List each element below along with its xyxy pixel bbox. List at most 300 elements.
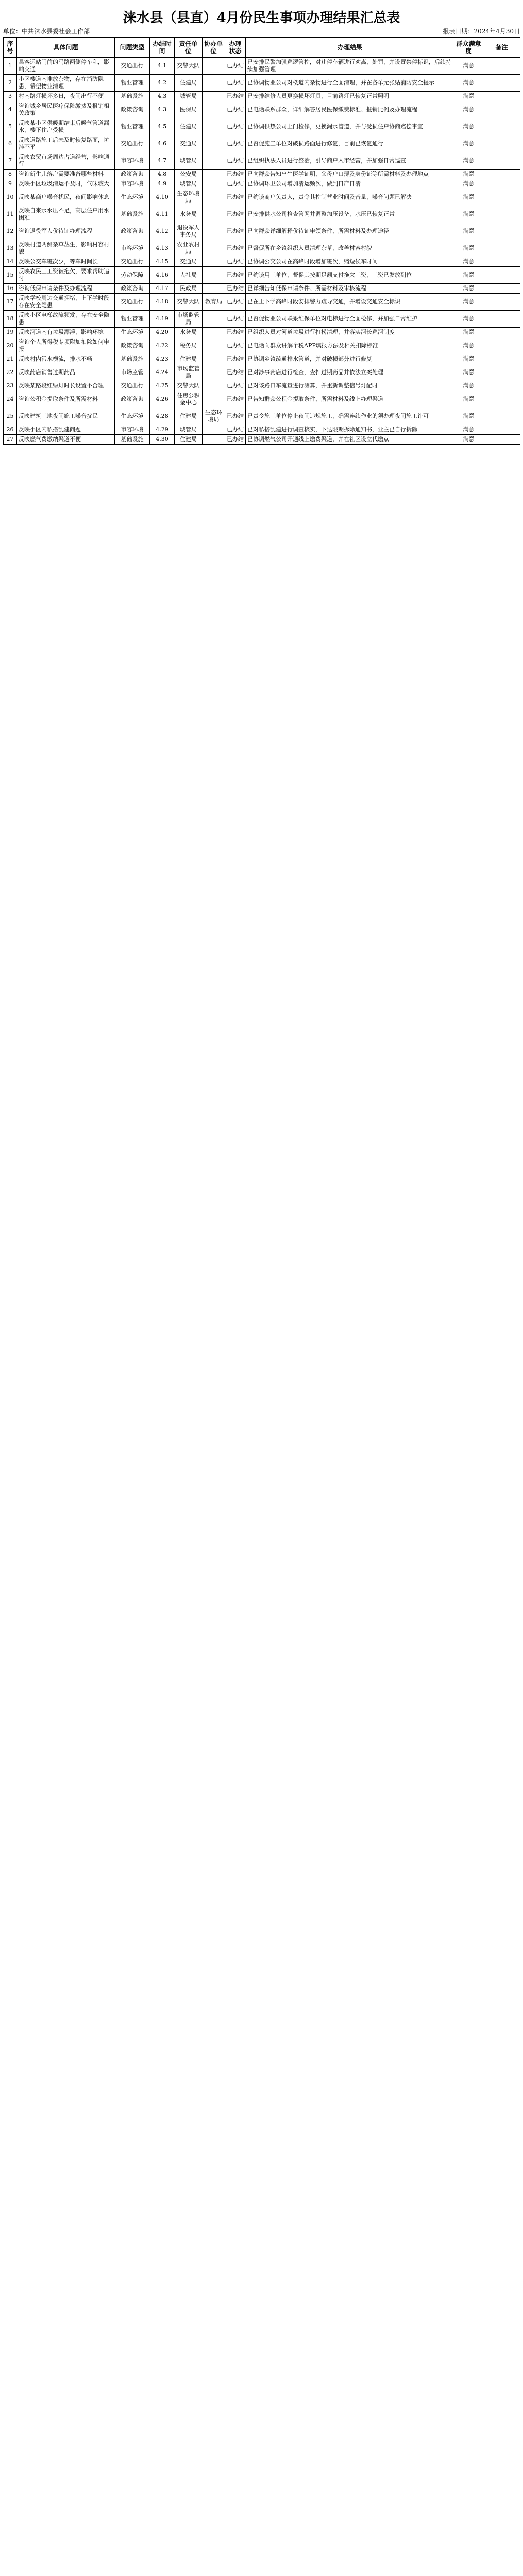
cell-status: 已办结 — [225, 391, 246, 408]
cell-no: 23 — [4, 381, 17, 391]
cell-note — [483, 294, 520, 311]
cell-result: 已协调乡镇疏通排水管道，并对破损部分进行修复 — [246, 354, 454, 364]
cell-status: 已办结 — [225, 152, 246, 170]
cell-no: 27 — [4, 435, 17, 445]
cell-result: 已督促物业公司联系维保单位对电梯进行全面检修，并加强日常维护 — [246, 311, 454, 328]
cell-satisfaction: 满意 — [454, 223, 483, 240]
cell-status: 已办结 — [225, 328, 246, 337]
cell-content: 反映建筑工地夜间施工噪音扰民 — [17, 408, 115, 425]
cell-type: 生态环境 — [115, 189, 150, 206]
cell-type: 市场监管 — [115, 364, 150, 381]
cell-handler: 人社局 — [175, 267, 203, 284]
table-row — [4, 435, 520, 445]
cell-no: 14 — [4, 257, 17, 267]
cell-note — [483, 118, 520, 135]
cell-result: 已电话联系群众，详细解答居民医保缴费标准、报销比例及办理流程 — [246, 101, 454, 118]
cell-date: 4.29 — [150, 425, 175, 435]
table-row — [4, 240, 520, 257]
cell-assist — [203, 92, 225, 101]
cell-no: 17 — [4, 294, 17, 311]
cell-content: 反映自来水水压不足，高层住户用水困难 — [17, 206, 115, 223]
cell-date: 4.22 — [150, 337, 175, 354]
cell-no: 4 — [4, 101, 17, 118]
header-note: 备注 — [483, 38, 520, 58]
cell-content: 小区楼道内堆放杂物，存在消防隐患，希望物业清理 — [17, 75, 115, 92]
cell-content: 反映农贸市场周边占道经营，影响通行 — [17, 152, 115, 170]
table-row — [4, 75, 520, 92]
cell-satisfaction: 满意 — [454, 381, 483, 391]
header-date: 办结时间 — [150, 38, 175, 58]
cell-status: 已办结 — [225, 58, 246, 75]
report-subheader — [0, 25, 523, 37]
cell-result: 已在上下学高峰时段安排警力疏导交通，并增设交通安全标识 — [246, 294, 454, 311]
cell-handler: 城管局 — [175, 92, 203, 101]
cell-no: 10 — [4, 189, 17, 206]
cell-satisfaction: 满意 — [454, 354, 483, 364]
table-row — [4, 101, 520, 118]
cell-no: 2 — [4, 75, 17, 92]
header-type: 问题类型 — [115, 38, 150, 58]
cell-content: 反映小区垃圾清运不及时，气味较大 — [17, 179, 115, 189]
cell-note — [483, 435, 520, 445]
cell-no: 20 — [4, 337, 17, 354]
cell-date: 4.5 — [150, 118, 175, 135]
cell-note — [483, 257, 520, 267]
cell-type: 政策咨询 — [115, 391, 150, 408]
cell-satisfaction: 满意 — [454, 328, 483, 337]
cell-assist — [203, 381, 225, 391]
cell-handler: 交通局 — [175, 257, 203, 267]
cell-result: 已协调燃气公司开通线上缴费渠道，并在社区设立代缴点 — [246, 435, 454, 445]
cell-handler: 水务局 — [175, 328, 203, 337]
table-header-row — [4, 38, 520, 58]
cell-assist — [203, 364, 225, 381]
cell-handler: 交警大队 — [175, 58, 203, 75]
cell-satisfaction: 满意 — [454, 240, 483, 257]
cell-status: 已办结 — [225, 284, 246, 294]
cell-no: 19 — [4, 328, 17, 337]
header-status: 办理状态 — [225, 38, 246, 58]
cell-status: 已办结 — [225, 223, 246, 240]
cell-content: 反映学校周边交通拥堵，上下学时段存在安全隐患 — [17, 294, 115, 311]
cell-status: 已办结 — [225, 240, 246, 257]
cell-no: 11 — [4, 206, 17, 223]
cell-result: 已电话向群众讲解个税APP填报方法及相关扣除标准 — [246, 337, 454, 354]
cell-handler: 医保局 — [175, 101, 203, 118]
cell-no: 12 — [4, 223, 17, 240]
cell-assist — [203, 58, 225, 75]
cell-satisfaction: 满意 — [454, 152, 483, 170]
cell-content: 反映小区电梯故障频发，存在安全隐患 — [17, 311, 115, 328]
cell-assist — [203, 425, 225, 435]
cell-status: 已办结 — [225, 294, 246, 311]
cell-content: 反映村道两侧杂草丛生，影响村容村貌 — [17, 240, 115, 257]
cell-content: 反映村内污水横流，排水不畅 — [17, 354, 115, 364]
cell-note — [483, 75, 520, 92]
table-row — [4, 354, 520, 364]
table-row — [4, 135, 520, 152]
header-result: 办理结果 — [246, 38, 454, 58]
cell-result: 已对私搭乱建进行调查核实，下达限期拆除通知书，业主已自行拆除 — [246, 425, 454, 435]
cell-date: 4.1 — [150, 58, 175, 75]
cell-assist — [203, 223, 225, 240]
cell-type: 市容环境 — [115, 425, 150, 435]
table-row — [4, 284, 520, 294]
cell-note — [483, 267, 520, 284]
table-row — [4, 170, 520, 179]
cell-assist — [203, 189, 225, 206]
cell-handler: 住建局 — [175, 408, 203, 425]
cell-note — [483, 391, 520, 408]
table-row — [4, 118, 520, 135]
cell-result: 已安排维修人员更换损坏灯具，目前路灯已恢复正常照明 — [246, 92, 454, 101]
cell-date: 4.23 — [150, 354, 175, 364]
cell-status: 已办结 — [225, 92, 246, 101]
cell-type: 劳动保障 — [115, 267, 150, 284]
cell-type: 基础设施 — [115, 206, 150, 223]
cell-result: 已对涉事药店进行检查，查扣过期药品并依法立案处理 — [246, 364, 454, 381]
cell-satisfaction: 满意 — [454, 391, 483, 408]
cell-date: 4.11 — [150, 206, 175, 223]
cell-assist — [203, 354, 225, 364]
cell-satisfaction: 满意 — [454, 257, 483, 267]
cell-no: 18 — [4, 311, 17, 328]
cell-note — [483, 152, 520, 170]
cell-date: 4.28 — [150, 408, 175, 425]
cell-handler: 交警大队 — [175, 381, 203, 391]
cell-assist — [203, 240, 225, 257]
cell-note — [483, 206, 520, 223]
cell-date: 4.20 — [150, 328, 175, 337]
cell-handler: 住建局 — [175, 118, 203, 135]
cell-handler: 税务局 — [175, 337, 203, 354]
cell-satisfaction: 满意 — [454, 294, 483, 311]
cell-type: 政策咨询 — [115, 170, 150, 179]
cell-status: 已办结 — [225, 101, 246, 118]
cell-note — [483, 179, 520, 189]
cell-content: 反映河道内有垃圾漂浮，影响环境 — [17, 328, 115, 337]
cell-type: 市容环境 — [115, 179, 150, 189]
cell-assist — [203, 284, 225, 294]
cell-status: 已办结 — [225, 425, 246, 435]
header-handler: 责任单位 — [175, 38, 203, 58]
cell-handler: 农业农村局 — [175, 240, 203, 257]
cell-type: 交通出行 — [115, 381, 150, 391]
cell-handler: 公安局 — [175, 170, 203, 179]
cell-content: 反映公交车班次少，等车时间长 — [17, 257, 115, 267]
cell-handler: 住建局 — [175, 75, 203, 92]
table-row — [4, 294, 520, 311]
cell-date: 4.30 — [150, 435, 175, 445]
cell-date: 4.19 — [150, 311, 175, 328]
cell-result: 已告知群众公积金提取条件、所需材料及线上办理渠道 — [246, 391, 454, 408]
cell-handler: 城管局 — [175, 152, 203, 170]
cell-status: 已办结 — [225, 118, 246, 135]
cell-date: 4.6 — [150, 135, 175, 152]
cell-satisfaction: 满意 — [454, 189, 483, 206]
table-row — [4, 257, 520, 267]
cell-date: 4.15 — [150, 257, 175, 267]
cell-date: 4.26 — [150, 391, 175, 408]
cell-type: 市容环境 — [115, 240, 150, 257]
cell-type: 交通出行 — [115, 135, 150, 152]
unit-label: 单位：中共涞水县委社会工作部 — [3, 28, 90, 35]
cell-handler: 市场监管局 — [175, 311, 203, 328]
cell-note — [483, 101, 520, 118]
cell-satisfaction: 满意 — [454, 118, 483, 135]
cell-no: 16 — [4, 284, 17, 294]
cell-note — [483, 354, 520, 364]
cell-date: 4.17 — [150, 284, 175, 294]
results-table — [3, 37, 520, 445]
cell-result: 已约谈商户负责人，责令其控制营业时间及音量，噪音问题已解决 — [246, 189, 454, 206]
cell-handler: 城管局 — [175, 179, 203, 189]
cell-note — [483, 240, 520, 257]
cell-status: 已办结 — [225, 337, 246, 354]
table-body — [4, 58, 520, 445]
cell-date: 4.18 — [150, 294, 175, 311]
cell-note — [483, 223, 520, 240]
cell-no: 25 — [4, 408, 17, 425]
table-row — [4, 408, 520, 425]
table-row — [4, 179, 520, 189]
cell-date: 4.7 — [150, 152, 175, 170]
cell-handler: 生态环境局 — [175, 189, 203, 206]
cell-status: 已办结 — [225, 364, 246, 381]
cell-date: 4.2 — [150, 75, 175, 92]
table-row — [4, 189, 520, 206]
cell-assist — [203, 170, 225, 179]
cell-date: 4.12 — [150, 223, 175, 240]
cell-assist: 生态环境局 — [203, 408, 225, 425]
table-row — [4, 152, 520, 170]
cell-note — [483, 170, 520, 179]
cell-content: 反映燃气费缴纳渠道不便 — [17, 435, 115, 445]
cell-note — [483, 311, 520, 328]
cell-date: 4.13 — [150, 240, 175, 257]
cell-note — [483, 364, 520, 381]
header-no: 序号 — [4, 38, 17, 58]
cell-status: 已办结 — [225, 189, 246, 206]
cell-date: 4.8 — [150, 170, 175, 179]
cell-result: 已督促所在乡镇组织人员清理杂草，改善村容村貌 — [246, 240, 454, 257]
cell-result: 已安排民警加强巡逻管控，对违停车辆进行劝离、处罚，并设置禁停标识，后续持续加强管理 — [246, 58, 454, 75]
cell-type: 物业管理 — [115, 118, 150, 135]
table-row — [4, 391, 520, 408]
cell-assist — [203, 206, 225, 223]
cell-handler: 水务局 — [175, 206, 203, 223]
cell-assist — [203, 391, 225, 408]
table-row — [4, 425, 520, 435]
cell-status: 已办结 — [225, 179, 246, 189]
cell-note — [483, 381, 520, 391]
cell-content: 咨询公积金提取条件及所需材料 — [17, 391, 115, 408]
cell-no: 21 — [4, 354, 17, 364]
cell-note — [483, 328, 520, 337]
cell-result: 已组织人员对河道垃圾进行打捞清理，并落实河长巡河制度 — [246, 328, 454, 337]
cell-no: 3 — [4, 92, 17, 101]
cell-handler: 市场监管局 — [175, 364, 203, 381]
cell-status: 已办结 — [225, 408, 246, 425]
cell-note — [483, 284, 520, 294]
cell-no: 24 — [4, 391, 17, 408]
cell-assist — [203, 135, 225, 152]
cell-result: 已督促施工单位对破损路面进行修复，目前已恢复通行 — [246, 135, 454, 152]
cell-no: 8 — [4, 170, 17, 179]
table-row — [4, 267, 520, 284]
table-row — [4, 311, 520, 328]
cell-type: 基础设施 — [115, 435, 150, 445]
cell-handler: 交警大队 — [175, 294, 203, 311]
cell-type: 政策咨询 — [115, 337, 150, 354]
cell-type: 交通出行 — [115, 257, 150, 267]
cell-no: 22 — [4, 364, 17, 381]
cell-assist — [203, 75, 225, 92]
cell-note — [483, 425, 520, 435]
cell-content: 反映小区内私搭乱建问题 — [17, 425, 115, 435]
cell-type: 政策咨询 — [115, 223, 150, 240]
cell-date: 4.16 — [150, 267, 175, 284]
cell-type: 物业管理 — [115, 311, 150, 328]
cell-type: 基础设施 — [115, 92, 150, 101]
cell-result: 已对该路口车流量进行测算，并重新调整信号灯配时 — [246, 381, 454, 391]
cell-handler: 交通局 — [175, 135, 203, 152]
cell-type: 物业管理 — [115, 75, 150, 92]
cell-note — [483, 135, 520, 152]
cell-content: 县客运站门前的马路两侧停车乱，影响交通 — [17, 58, 115, 75]
cell-content: 咨询新生儿落户需要准备哪些材料 — [17, 170, 115, 179]
cell-assist — [203, 267, 225, 284]
cell-type: 基础设施 — [115, 354, 150, 364]
cell-handler: 住房公积金中心 — [175, 391, 203, 408]
cell-satisfaction: 满意 — [454, 284, 483, 294]
cell-no: 15 — [4, 267, 17, 284]
cell-satisfaction: 满意 — [454, 337, 483, 354]
header-content: 具体问题 — [17, 38, 115, 58]
cell-handler: 退役军人事务局 — [175, 223, 203, 240]
cell-result: 已安排供水公司检查管网并调整加压设备，水压已恢复正常 — [246, 206, 454, 223]
cell-status: 已办结 — [225, 206, 246, 223]
cell-satisfaction: 满意 — [454, 206, 483, 223]
table-row — [4, 381, 520, 391]
cell-type: 生态环境 — [115, 328, 150, 337]
cell-handler: 住建局 — [175, 354, 203, 364]
cell-satisfaction: 满意 — [454, 435, 483, 445]
cell-satisfaction: 满意 — [454, 92, 483, 101]
table-row — [4, 364, 520, 381]
cell-no: 1 — [4, 58, 17, 75]
cell-no: 9 — [4, 179, 17, 189]
cell-assist — [203, 118, 225, 135]
cell-status: 已办结 — [225, 267, 246, 284]
cell-content: 反映药店销售过期药品 — [17, 364, 115, 381]
cell-content: 咨询退役军人优待证办理流程 — [17, 223, 115, 240]
cell-note — [483, 58, 520, 75]
cell-handler: 城管局 — [175, 425, 203, 435]
cell-status: 已办结 — [225, 170, 246, 179]
report-date: 报表日期：2024年4月30日 — [443, 28, 520, 35]
header-satisfaction: 群众满意度 — [454, 38, 483, 58]
cell-content: 反映某商户噪音扰民，夜间影响休息 — [17, 189, 115, 206]
cell-no: 7 — [4, 152, 17, 170]
table-row — [4, 92, 520, 101]
cell-assist — [203, 101, 225, 118]
cell-no: 5 — [4, 118, 17, 135]
cell-handler: 民政局 — [175, 284, 203, 294]
cell-status: 已办结 — [225, 75, 246, 92]
cell-content: 反映道路施工后未及时恢复路面，坑洼不平 — [17, 135, 115, 152]
cell-date: 4.3 — [150, 92, 175, 101]
cell-type: 交通出行 — [115, 58, 150, 75]
cell-status: 已办结 — [225, 435, 246, 445]
cell-assist — [203, 311, 225, 328]
cell-result: 已协调供热公司上门检修，更换漏水管道，并与受损住户协商赔偿事宜 — [246, 118, 454, 135]
cell-result: 已向群众告知出生医学证明、父母户口簿及身份证等所需材料及办理地点 — [246, 170, 454, 179]
cell-status: 已办结 — [225, 135, 246, 152]
cell-result: 已约谈用工单位，督促其按期足额支付拖欠工资，工资已发放到位 — [246, 267, 454, 284]
cell-satisfaction: 满意 — [454, 101, 483, 118]
cell-satisfaction: 满意 — [454, 179, 483, 189]
cell-satisfaction: 满意 — [454, 267, 483, 284]
cell-content: 咨询低保申请条件及办理流程 — [17, 284, 115, 294]
cell-status: 已办结 — [225, 354, 246, 364]
page-title: 涞水县（县直）4月份民生事项办理结果汇总表 — [123, 10, 400, 26]
cell-note — [483, 92, 520, 101]
cell-note — [483, 408, 520, 425]
table-row — [4, 223, 520, 240]
cell-result: 已组织执法人员进行整治，引导商户入市经营，并加强日常巡查 — [246, 152, 454, 170]
cell-date: 4.3 — [150, 101, 175, 118]
cell-result: 已责令施工单位停止夜间违规施工，确需连续作业的须办理夜间施工许可 — [246, 408, 454, 425]
cell-date: 4.25 — [150, 381, 175, 391]
table-row — [4, 337, 520, 354]
cell-result: 已协调物业公司对楼道内杂物进行全面清理，并在各单元张贴消防安全提示 — [246, 75, 454, 92]
cell-content: 反映某路段红绿灯时长设置不合理 — [17, 381, 115, 391]
header-assist: 协办单位 — [203, 38, 225, 58]
cell-date: 4.9 — [150, 179, 175, 189]
cell-assist — [203, 328, 225, 337]
cell-no: 26 — [4, 425, 17, 435]
cell-content: 咨询个人所得税专项附加扣除如何申报 — [17, 337, 115, 354]
cell-result: 已详细告知低保申请条件、所需材料及审核流程 — [246, 284, 454, 294]
cell-assist — [203, 435, 225, 445]
cell-content: 反映某小区供暖期结束后暖气管道漏水，楼下住户受损 — [17, 118, 115, 135]
cell-content: 咨询城乡居民医疗保险缴费及报销相关政策 — [17, 101, 115, 118]
cell-satisfaction: 满意 — [454, 311, 483, 328]
cell-date: 4.10 — [150, 189, 175, 206]
cell-note — [483, 337, 520, 354]
cell-type: 交通出行 — [115, 294, 150, 311]
cell-status: 已办结 — [225, 257, 246, 267]
cell-content: 村内路灯损坏多日，夜间出行不便 — [17, 92, 115, 101]
cell-type: 政策咨询 — [115, 101, 150, 118]
cell-type: 政策咨询 — [115, 284, 150, 294]
cell-status: 已办结 — [225, 311, 246, 328]
cell-content: 反映农民工工资被拖欠，要求帮助追讨 — [17, 267, 115, 284]
cell-note — [483, 189, 520, 206]
table-row — [4, 328, 520, 337]
cell-no: 13 — [4, 240, 17, 257]
cell-assist — [203, 179, 225, 189]
cell-assist — [203, 152, 225, 170]
cell-type: 生态环境 — [115, 408, 150, 425]
cell-satisfaction: 满意 — [454, 364, 483, 381]
cell-satisfaction: 满意 — [454, 425, 483, 435]
cell-satisfaction: 满意 — [454, 408, 483, 425]
cell-result: 已协调环卫公司增加清运频次，做到日产日清 — [246, 179, 454, 189]
cell-no: 6 — [4, 135, 17, 152]
table-row — [4, 58, 520, 75]
